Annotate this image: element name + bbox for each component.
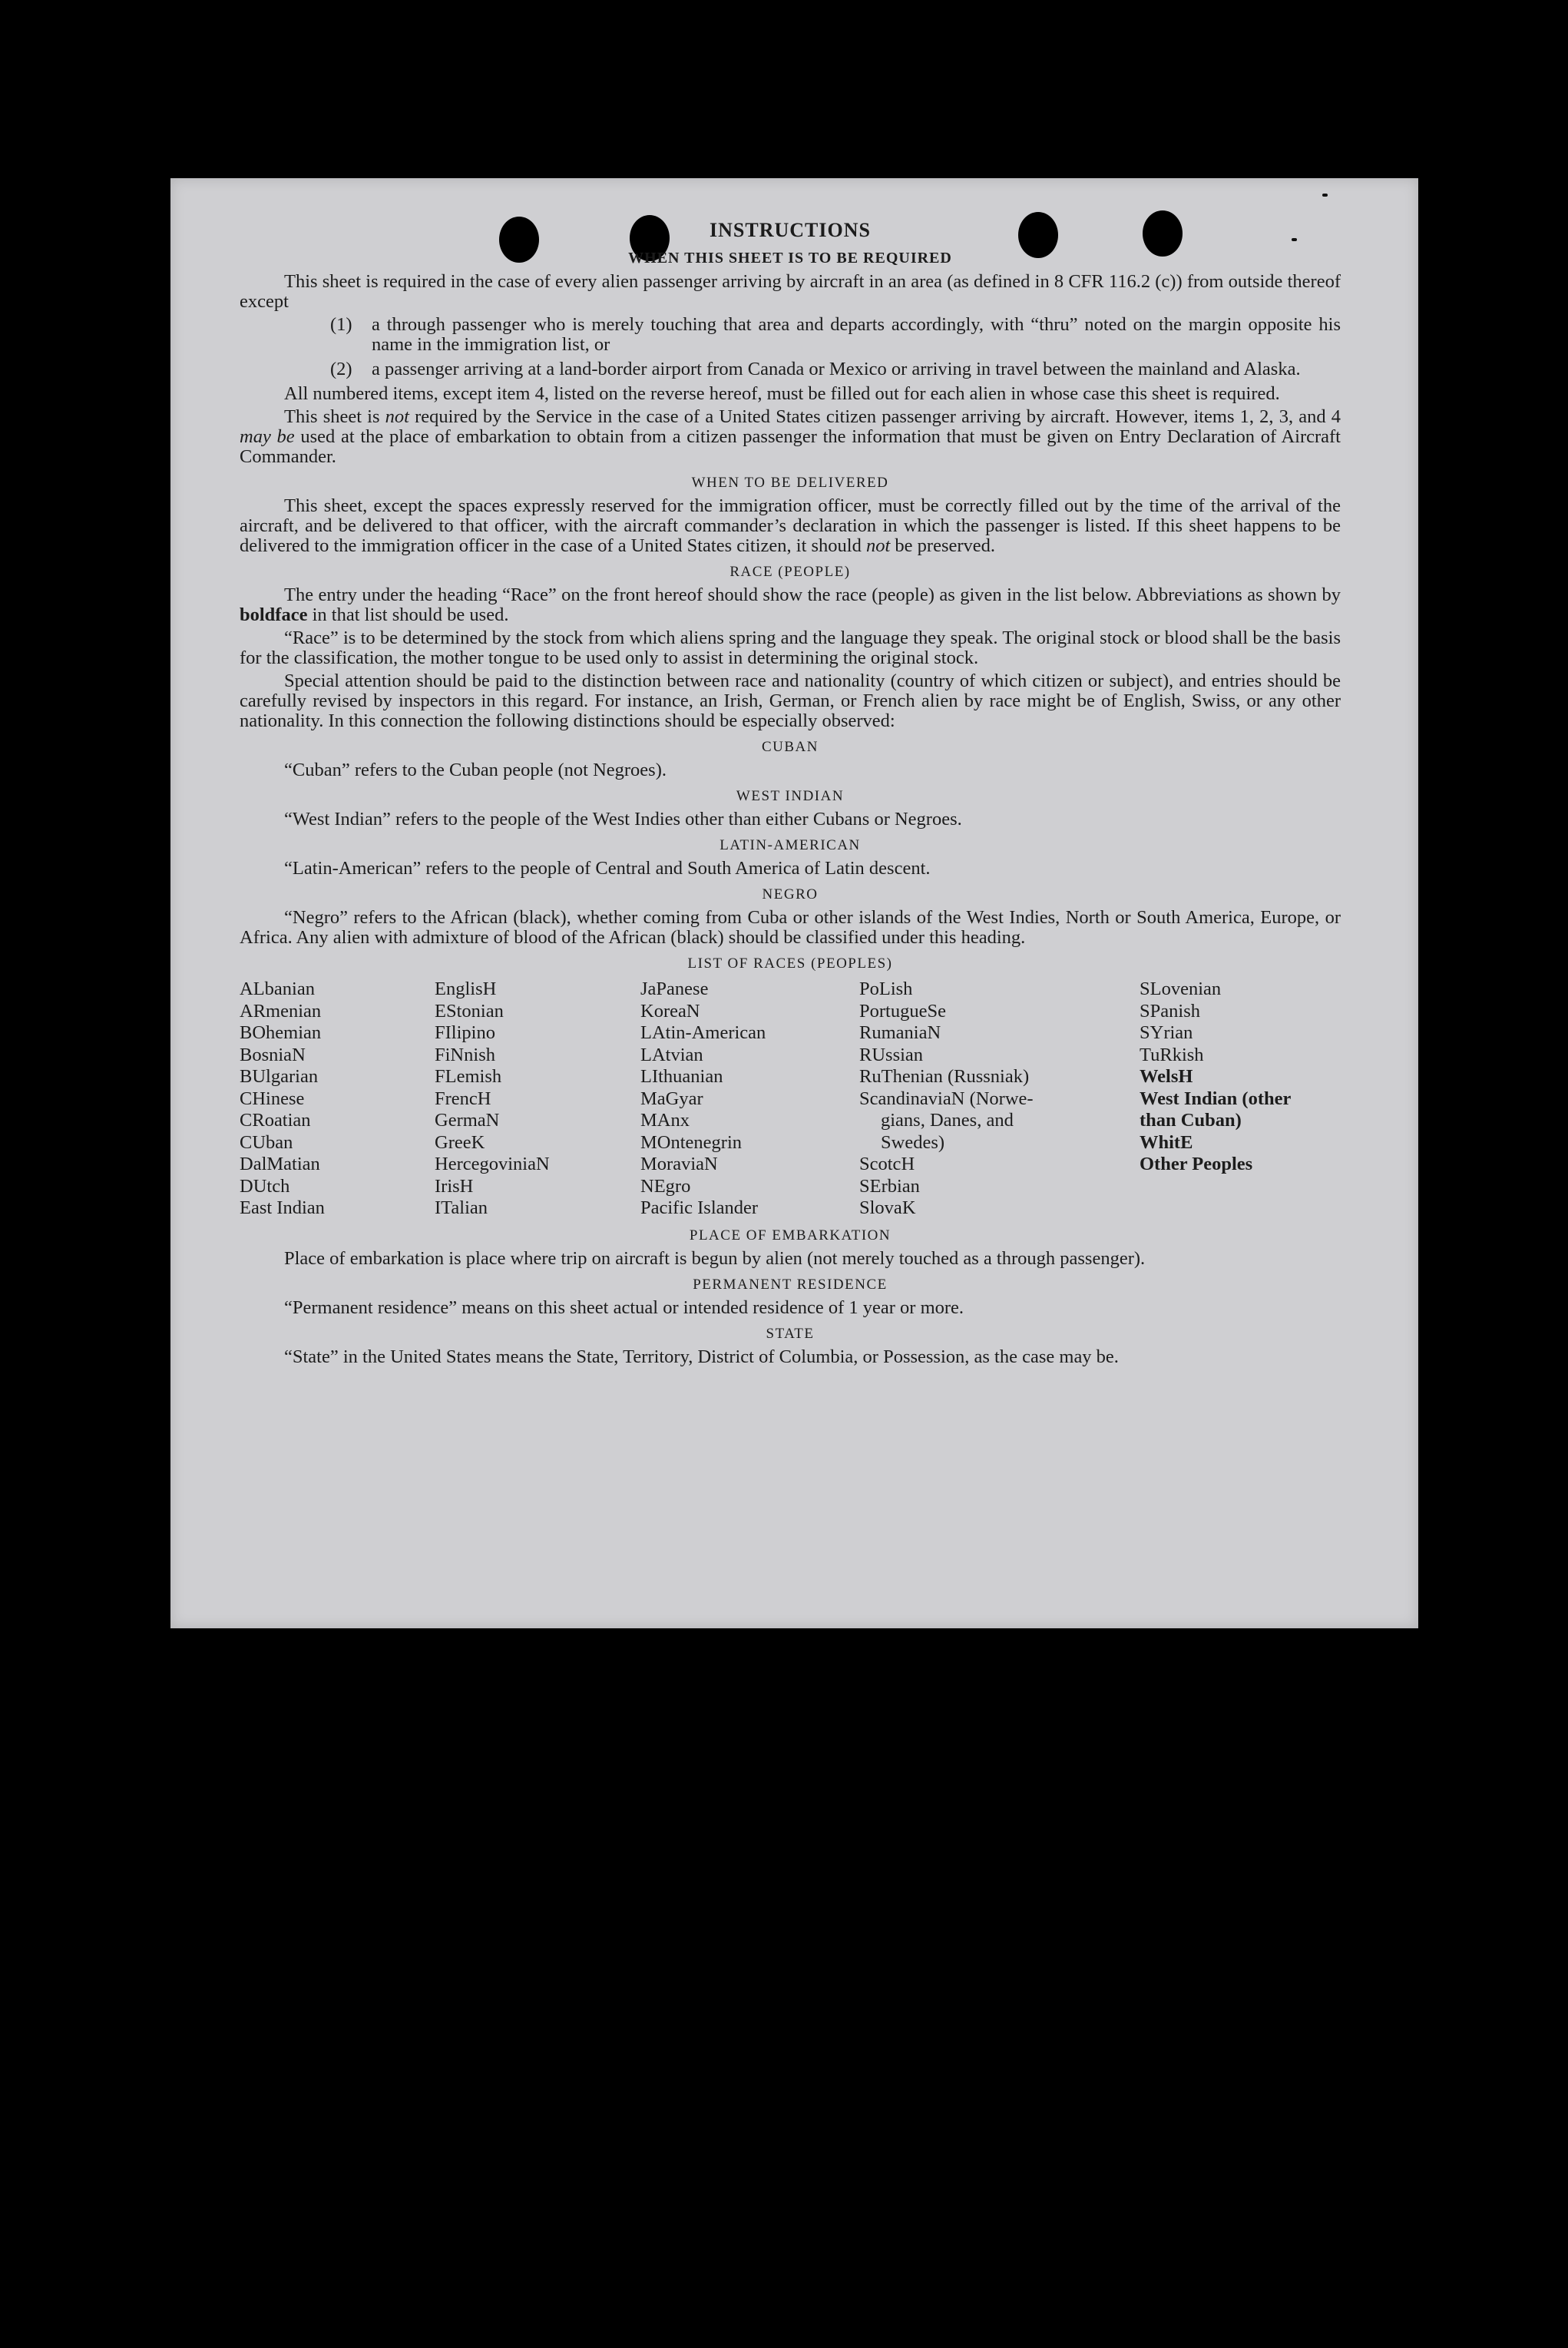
race-entry-part: nish: [464, 1044, 495, 1065]
when-delivered-paragraph: [240, 496, 1341, 556]
west-indian-text: “West Indian” refers to the people of the West Indies other than either Cubans or Negroes.: [284, 809, 962, 830]
race-entry-part: East Indian: [240, 1197, 325, 1218]
race-entry-part: ovenian: [1161, 979, 1222, 999]
race-paragraph: “Race” is to be determined by the stock from which aliens spring and the language they speak. The original stock or blood shall be the basis for the classification, the mother tongue to be used only to assist in determining the original stock.: [240, 628, 1341, 668]
citizen-paragraph: [240, 407, 1341, 467]
race-entry-part: LA: [640, 1022, 666, 1043]
citizen-not: not: [385, 406, 409, 427]
race-entry-part: rian: [1163, 1022, 1193, 1043]
race-entry-part: Gree: [435, 1131, 471, 1153]
race-entry-part: N: [704, 1154, 718, 1174]
permanent-residence-text: “Permanent residence” means on this sheet actual or intended residence of 1 year or more.: [284, 1297, 964, 1318]
race-entry-part: BU: [240, 1066, 266, 1087]
race-entry-part: menian: [266, 1000, 322, 1022]
races-column: [1140, 979, 1341, 1220]
race-entry-part: gians, Danes, and: [881, 1110, 1014, 1131]
race-entry-part: LI: [640, 1066, 659, 1087]
race-entry-part: RU: [859, 1044, 886, 1065]
race-entry-part: e: [938, 1000, 946, 1022]
race-entry-part: SP: [1140, 1000, 1161, 1022]
exception-number: (2): [330, 359, 352, 379]
race-entry: [435, 1001, 640, 1023]
race-entry-part: Hercegovinia: [435, 1154, 536, 1174]
race-entry-part: JaP: [640, 979, 667, 999]
race-entry: [859, 1045, 1140, 1067]
state-text: “State” in the United States means the State, Territory, District of Columbia, or Possession, as the case may be.: [284, 1346, 1119, 1367]
race-entry-part: MaG: [640, 1088, 680, 1109]
race-entry-part: yar: [679, 1088, 703, 1109]
race-entry-part: rbian: [881, 1175, 920, 1197]
race-entry: [1140, 1110, 1341, 1132]
race-entry-part: emish: [456, 1066, 502, 1087]
race-entry-part: TuR: [1140, 1044, 1173, 1065]
race-entry-part: RuT: [859, 1066, 893, 1087]
race-entry-part: Moravia: [640, 1154, 704, 1174]
race-entry-part: West Indian (other: [1140, 1088, 1292, 1109]
race-entry: [240, 1197, 435, 1220]
citizen-text: used at the place of embarkation to obtain from a citizen passenger the information that must be given on Entry Declaration of Aircraft Commander.: [240, 426, 1341, 467]
exception-item: [240, 359, 1341, 379]
race-entry: [435, 1110, 640, 1132]
race-entry-part: N: [485, 1110, 500, 1131]
race-boldface: boldface: [240, 604, 308, 625]
heading-when-required: WHEN THIS SHEET IS TO BE REQUIRED: [628, 250, 952, 267]
race-entry-part: PortugueS: [859, 1000, 938, 1022]
race-entry-part: MA: [640, 1110, 671, 1131]
exception-text: a through passenger who is merely touching that area and departs accordingly, with “thru” noted on the margin opposite his name in the immigration list, or: [372, 314, 1341, 355]
race-entry: [240, 1132, 435, 1154]
heading-race: RACE (PEOPLE): [729, 564, 851, 580]
race-entry: [859, 1132, 1140, 1154]
race-entry-part: CU: [240, 1131, 266, 1153]
race-entry-part: lipino: [451, 1022, 495, 1043]
heading-state: STATE: [766, 1325, 815, 1342]
race-entry-part: K: [471, 1131, 485, 1153]
race-entry-part: Rumania: [859, 1022, 928, 1043]
race-entry-part: LA: [640, 1044, 666, 1065]
races-column: [859, 979, 1140, 1220]
race-entry-part: N: [292, 1044, 306, 1065]
race-entry-part: tin-American: [665, 1022, 766, 1043]
race-entry: [859, 1197, 1140, 1220]
negro-text: “Negro” refers to the African (black), whether coming from Cuba or other islands of the West Indies, North or South America, Europe, or Africa. Any alien with admixture of blood of the African (black) should be classified under this heading.: [240, 907, 1341, 948]
heading-place-of-embarkation: PLACE OF EMBARKATION: [689, 1227, 892, 1244]
race-entry: [859, 1154, 1140, 1176]
document-sheet: [170, 178, 1418, 1628]
race-entry-part: CH: [240, 1088, 266, 1109]
race-entry: [1140, 979, 1341, 1001]
race-paragraph: [240, 585, 1341, 625]
race-entry-part: kish: [1172, 1044, 1204, 1065]
race-entry: [435, 979, 640, 1001]
race-entry: [435, 1154, 640, 1176]
race-text: in that list should be used.: [307, 604, 509, 625]
speck: [1322, 194, 1328, 197]
race-paragraph: Special attention should be paid to the distinction between race and nationality (country of which citizen or subject), and entries should be carefully revised by inspectors in this regard. For instance, an Irish, German, or French alien by race might be of English, Swiss, or any other nationality. In this connection the following distinctions should be especially observed:: [240, 671, 1341, 731]
race-entry: [1140, 1045, 1341, 1067]
race-entry-part: WhitE: [1140, 1131, 1193, 1153]
page-title: INSTRUCTIONS: [710, 219, 871, 241]
race-entry-part: N: [927, 1022, 941, 1043]
race-entry-part: DU: [240, 1175, 267, 1197]
race-entry: [435, 1132, 640, 1154]
race-entry-part: FI: [435, 1022, 452, 1043]
race-entry-part: H: [482, 979, 497, 999]
latin-american-text: “Latin-American” refers to the people of Central and South America of Latin descent.: [284, 858, 931, 879]
delivered-text: be preserved.: [890, 535, 996, 556]
race-entry: [859, 979, 1140, 1001]
race-entry-part: Korea: [640, 1000, 686, 1022]
race-entry: [240, 1176, 435, 1198]
race-entry-part: IT: [435, 1197, 452, 1218]
race-entry-part: FiN: [435, 1044, 465, 1065]
race-entry: [240, 1066, 435, 1088]
race-entry: [435, 1197, 640, 1220]
race-entry-part: oatian: [264, 1110, 311, 1131]
race-entry-part: Slova: [859, 1197, 902, 1218]
race-entry-part: lgarian: [266, 1066, 319, 1087]
race-entry-part: Scandinavia: [859, 1088, 951, 1109]
race-entry-part: henian (Russniak): [892, 1066, 1030, 1087]
heading-west-indian: WEST INDIAN: [736, 788, 845, 804]
race-entry-part: N (Norwe-: [951, 1088, 1034, 1109]
heading-latin-american: LATIN-AMERICAN: [719, 837, 861, 853]
race-entry-part: inese: [266, 1088, 305, 1109]
race-entry-part: BO: [240, 1022, 266, 1043]
race-entry: [640, 1066, 859, 1088]
race-entry-part: than Cuban): [1140, 1110, 1242, 1131]
race-entry-part: SY: [1140, 1022, 1164, 1043]
races-column: [240, 979, 435, 1220]
race-entry-part: FL: [435, 1066, 457, 1087]
race-entry: [240, 1088, 435, 1111]
race-entry: [435, 1088, 640, 1111]
heading-when-delivered: WHEN TO BE DELIVERED: [691, 475, 889, 491]
race-entry-part: WelsH: [1140, 1066, 1193, 1087]
race-entry-part: Swedes): [881, 1131, 945, 1153]
exception-number: (1): [330, 314, 352, 335]
race-entry-part: nx: [670, 1110, 690, 1131]
race-entry: [859, 1066, 1140, 1088]
race-entry-part: ish: [890, 979, 913, 999]
race-entry: [640, 1110, 859, 1132]
race-entry-part: H: [901, 1154, 915, 1174]
race-entry: [240, 1045, 435, 1067]
race-entry-part: Iris: [435, 1175, 460, 1197]
citizen-text: This sheet is: [284, 406, 385, 427]
race-entry-part: hemian: [266, 1022, 322, 1043]
heading-permanent-residence: PERMANENT RESIDENCE: [693, 1276, 888, 1293]
race-entry-part: H: [459, 1175, 474, 1197]
delivered-text: This sheet, except the spaces expressly reserved for the immigration officer, must be correctly filled out by the time of the arrival of the aircraft, and be delivered to that officer, with the aircraft commander’s declaration in which the passenger is listed. If this sheet happens to be delivered to the immigration officer in the case of a United States citizen, it should: [240, 495, 1341, 556]
race-entry-part: Frenc: [435, 1088, 478, 1109]
race-entry: [640, 1045, 859, 1067]
heading-negro: NEGRO: [762, 886, 819, 902]
race-entry: [240, 1154, 435, 1176]
race-entry-part: K: [901, 1197, 916, 1218]
race-entry-part: Matian: [266, 1154, 320, 1174]
race-entry: [435, 1066, 640, 1088]
citizen-may-be: may be: [240, 426, 295, 447]
numbered-items-paragraph: All numbered items, except item 4, listed on the reverse hereof, must be filled out for each alien in whose case this sheet is required.: [284, 383, 1280, 404]
race-entry-part: AR: [240, 1000, 266, 1022]
race-entry: [640, 1154, 859, 1176]
race-entry-part: Dal: [240, 1154, 267, 1174]
race-entry-part: MO: [640, 1131, 671, 1153]
race-entry: [640, 1132, 859, 1154]
race-entry: [640, 1022, 859, 1045]
race-entry: [640, 1197, 859, 1220]
race-entry: [435, 1022, 640, 1045]
race-entry-part: NE: [640, 1175, 666, 1197]
race-entry: [1140, 1001, 1341, 1023]
race-entry: [1140, 1132, 1341, 1154]
race-entry: [640, 1001, 859, 1023]
race-entry-part: Other Peoples: [1140, 1154, 1253, 1174]
race-entry-part: anish: [1160, 1000, 1200, 1022]
race-entry: [435, 1045, 640, 1067]
citizen-text: required by the Service in the case of a United States citizen passenger arriving by aircraft. However, items 1, 2, 3, and 4: [409, 406, 1341, 427]
race-entry: [859, 1110, 1140, 1132]
race-entry: [859, 1001, 1140, 1023]
race-entry-part: AL: [240, 979, 265, 999]
race-entry-part: banian: [264, 979, 315, 999]
race-entry-part: ntenegrin: [670, 1131, 743, 1153]
races-column: [435, 979, 640, 1220]
race-entry: [240, 1110, 435, 1132]
when-required-intro: This sheet is required in the case of every alien passenger arriving by aircraft in an area (as defined in 8 CFR 116.2 (c)) from outside thereof except: [240, 271, 1341, 312]
race-entry-part: SL: [1140, 979, 1162, 999]
race-text: The entry under the heading “Race” on the front hereof should show the race (people) as given in the list below. Abbreviations as shown by: [284, 585, 1341, 605]
race-entry: [240, 979, 435, 1001]
race-entry: [1140, 1154, 1341, 1176]
races-column: [640, 979, 859, 1220]
race-entry-part: N: [686, 1000, 700, 1022]
race-entry-part: anese: [667, 979, 709, 999]
races-list: [240, 979, 1341, 1220]
race-entry-part: CR: [240, 1110, 265, 1131]
race-entry-part: gro: [665, 1175, 691, 1197]
race-entry: [640, 1176, 859, 1198]
race-entry-part: Pacific Islander: [640, 1197, 759, 1218]
heading-list-of-races: LIST OF RACES (PEOPLES): [687, 955, 893, 972]
race-entry-part: SE: [859, 1175, 882, 1197]
race-entry-part: tonian: [456, 1000, 504, 1022]
race-entry-part: Germa: [435, 1110, 486, 1131]
race-entry-part: H: [477, 1088, 491, 1109]
race-entry: [859, 1176, 1140, 1198]
race-entry-part: tch: [266, 1175, 290, 1197]
race-entry-part: alian: [451, 1197, 488, 1218]
delivered-not: not: [865, 535, 891, 556]
race-entry-part: ssian: [885, 1044, 924, 1065]
race-entry-part: ban: [266, 1131, 293, 1153]
race-entry: [240, 1001, 435, 1023]
embarkation-text: Place of embarkation is place where trip on aircraft is begun by alien (not merely touched as a through passenger).: [284, 1247, 1146, 1269]
instructions-content: [240, 219, 1341, 1370]
heading-cuban: CUBAN: [761, 739, 819, 755]
race-entry: [859, 1088, 1140, 1111]
exception-text: a passenger arriving at a land-border airport from Canada or Mexico or arriving in travel between the mainland and Alaska.: [372, 359, 1301, 379]
race-entry: [859, 1022, 1140, 1045]
race-entry: [1140, 1066, 1341, 1088]
race-entry-part: ES: [435, 1000, 457, 1022]
race-entry-part: thuanian: [658, 1066, 723, 1087]
race-entry: [640, 979, 859, 1001]
race-entry-part: Englis: [435, 979, 483, 999]
race-entry-part: tvian: [665, 1044, 703, 1065]
race-entry-part: PoL: [859, 979, 891, 999]
race-entry-part: N: [535, 1154, 550, 1174]
race-entry-part: Scotc: [859, 1154, 901, 1174]
race-entry-part: Bosnia: [240, 1044, 293, 1065]
race-entry: [1140, 1088, 1341, 1111]
race-entry: [240, 1022, 435, 1045]
race-entry: [435, 1176, 640, 1198]
cuban-text: “Cuban” refers to the Cuban people (not Negroes).: [284, 760, 667, 780]
exception-item: [240, 315, 1341, 355]
race-entry: [1140, 1022, 1341, 1045]
race-entry: [640, 1088, 859, 1111]
